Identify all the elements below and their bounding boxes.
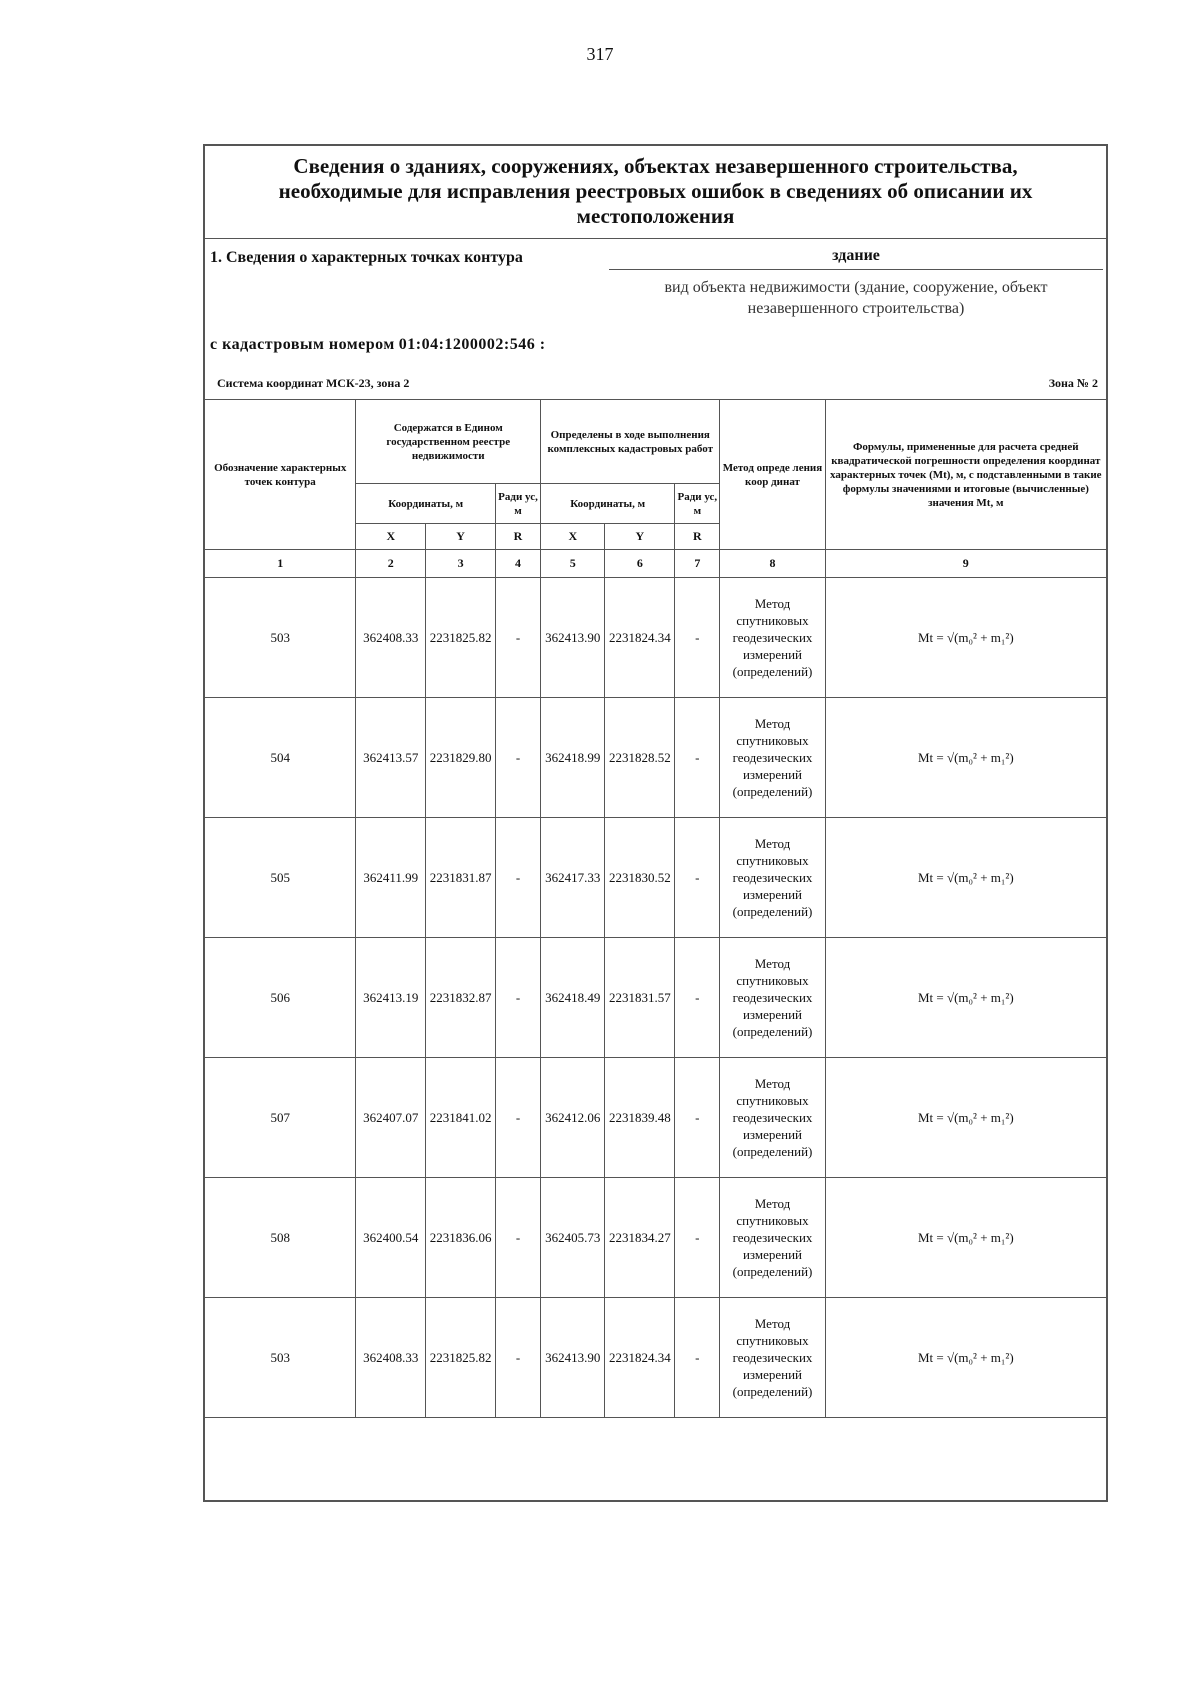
method-cell: Метод спутниковых геодезических измерений (определений) xyxy=(720,698,825,818)
complex-radius-cell: - xyxy=(675,1058,720,1178)
complex-y-cell: 2231839.48 xyxy=(605,1058,675,1178)
column-number: 8 xyxy=(720,550,825,578)
egrn-radius-cell: - xyxy=(495,1178,540,1298)
complex-radius-cell: - xyxy=(675,1178,720,1298)
complex-y-cell: 2231830.52 xyxy=(605,818,675,938)
complex-x-cell: 362405.73 xyxy=(541,1178,605,1298)
empty-footer-row xyxy=(205,1418,1107,1486)
document-frame xyxy=(203,144,1108,1502)
formula-cell: Mt = √(m₀² + m₁²) xyxy=(825,1298,1106,1418)
complex-radius-cell: - xyxy=(675,698,720,818)
point-designation-cell: 504 xyxy=(205,698,356,818)
header-y-egrn: Y xyxy=(426,524,496,550)
cadastral-prefix: с кадастровым номером xyxy=(210,336,395,353)
document-title xyxy=(205,146,1106,239)
column-number: 1 xyxy=(205,550,356,578)
header-formulas: Формулы, примененные для расчета средней квадратической погрешности определения координат характерных точек (Mt), м, с подставленными в такие формулы значениями и итоговые (вычисленные) значения Mt, м xyxy=(825,400,1106,550)
column-number: 5 xyxy=(541,550,605,578)
header-r-complex: R xyxy=(675,524,720,550)
column-number: 7 xyxy=(675,550,720,578)
title-line-1: Сведения о зданиях, сооружениях, объектах незавершенного строительства, xyxy=(293,154,1018,178)
egrn-y-cell: 2231836.06 xyxy=(426,1178,496,1298)
egrn-y-cell: 2231832.87 xyxy=(426,938,496,1058)
egrn-y-cell: 2231829.80 xyxy=(426,698,496,818)
complex-y-cell: 2231828.52 xyxy=(605,698,675,818)
column-number-row xyxy=(205,550,1107,578)
formula-cell: Mt = √(m₀² + m₁²) xyxy=(825,818,1106,938)
egrn-radius-cell: - xyxy=(495,818,540,938)
header-x-egrn: X xyxy=(356,524,426,550)
complex-x-cell: 362413.90 xyxy=(541,578,605,698)
cadastral-number: 01:04:1200002:546 : xyxy=(398,336,546,353)
egrn-y-cell: 2231831.87 xyxy=(426,818,496,938)
egrn-y-cell: 2231841.02 xyxy=(426,1058,496,1178)
page-number: 317 xyxy=(586,44,614,64)
egrn-x-cell: 362407.07 xyxy=(356,1058,426,1178)
egrn-x-cell: 362413.57 xyxy=(356,698,426,818)
table-row xyxy=(205,1178,1107,1298)
point-designation-cell: 505 xyxy=(205,818,356,938)
column-number: 6 xyxy=(605,550,675,578)
coordinate-system: Система координат МСК-23, зона 2 xyxy=(217,376,410,390)
complex-x-cell: 362417.33 xyxy=(541,818,605,938)
egrn-radius-cell: - xyxy=(495,698,540,818)
column-number: 4 xyxy=(495,550,540,578)
table-row xyxy=(205,698,1107,818)
formula-cell: Mt = √(m₀² + m₁²) xyxy=(825,698,1106,818)
point-designation-cell: 508 xyxy=(205,1178,356,1298)
header-point-designation: Обозначение характерных точек контура xyxy=(205,400,356,550)
table-row xyxy=(205,818,1107,938)
point-designation-cell: 506 xyxy=(205,938,356,1058)
section-1-label: 1. Сведения о характерных точках контура xyxy=(210,249,523,266)
formula-cell: Mt = √(m₀² + m₁²) xyxy=(825,578,1106,698)
cadastral-line xyxy=(210,336,546,354)
point-designation-cell: 507 xyxy=(205,1058,356,1178)
method-cell: Метод спутниковых геодезических измерений (определений) xyxy=(720,938,825,1058)
complex-radius-cell: - xyxy=(675,818,720,938)
header-x-complex: X xyxy=(541,524,605,550)
zone-label: Зона № 2 xyxy=(1048,376,1098,390)
header-coords-egrn: Координаты, м xyxy=(356,484,496,524)
object-type: здание xyxy=(609,247,1103,270)
complex-x-cell: 362418.49 xyxy=(541,938,605,1058)
point-designation-cell: 503 xyxy=(205,1298,356,1418)
complex-radius-cell: - xyxy=(675,578,720,698)
column-number: 9 xyxy=(825,550,1106,578)
column-number: 2 xyxy=(356,550,426,578)
complex-y-cell: 2231831.57 xyxy=(605,938,675,1058)
complex-radius-cell: - xyxy=(675,938,720,1058)
complex-x-cell: 362418.99 xyxy=(541,698,605,818)
method-cell: Метод спутниковых геодезических измерений (определений) xyxy=(720,818,825,938)
egrn-radius-cell: - xyxy=(495,578,540,698)
header-r-egrn: R xyxy=(495,524,540,550)
table-row xyxy=(205,1058,1107,1178)
method-cell: Метод спутниковых геодезических измерений (определений) xyxy=(720,1298,825,1418)
header-egrn: Содержатся в Едином государственном реестре недвижимости xyxy=(356,400,541,484)
complex-y-cell: 2231834.27 xyxy=(605,1178,675,1298)
table-row xyxy=(205,578,1107,698)
formula-cell: Mt = √(m₀² + m₁²) xyxy=(825,1178,1106,1298)
egrn-radius-cell: - xyxy=(495,938,540,1058)
object-type-note: вид объекта недвижимости (здание, сооружение, объект незавершенного строительства) xyxy=(664,279,1048,317)
header-complex-works: Определены в ходе выполнения комплексных кадастровых работ xyxy=(541,400,720,484)
point-designation-cell: 503 xyxy=(205,578,356,698)
title-line-2: необходимые для исправления реестровых ошибок в сведениях об описании их xyxy=(278,179,1033,203)
method-cell: Метод спутниковых геодезических измерений (определений) xyxy=(720,1058,825,1178)
complex-y-cell: 2231824.34 xyxy=(605,578,675,698)
egrn-x-cell: 362400.54 xyxy=(356,1178,426,1298)
empty-footer-cell xyxy=(205,1418,1107,1486)
complex-x-cell: 362412.06 xyxy=(541,1058,605,1178)
method-cell: Метод спутниковых геодезических измерений (определений) xyxy=(720,578,825,698)
header-y-complex: Y xyxy=(605,524,675,550)
header-method: Метод опреде ления коор динат xyxy=(720,400,825,550)
egrn-x-cell: 362411.99 xyxy=(356,818,426,938)
formula-cell: Mt = √(m₀² + m₁²) xyxy=(825,938,1106,1058)
table-row xyxy=(205,1298,1107,1418)
egrn-x-cell: 362413.19 xyxy=(356,938,426,1058)
header-coords-complex: Координаты, м xyxy=(541,484,675,524)
title-line-3: местоположения xyxy=(576,204,735,228)
column-number: 3 xyxy=(426,550,496,578)
egrn-x-cell: 362408.33 xyxy=(356,578,426,698)
complex-y-cell: 2231824.34 xyxy=(605,1298,675,1418)
method-cell: Метод спутниковых геодезических измерений (определений) xyxy=(720,1178,825,1298)
header-radius-egrn: Ради ус, м xyxy=(495,484,540,524)
egrn-radius-cell: - xyxy=(495,1058,540,1178)
egrn-x-cell: 362408.33 xyxy=(356,1298,426,1418)
points-table xyxy=(204,399,1107,1486)
complex-radius-cell: - xyxy=(675,1298,720,1418)
egrn-y-cell: 2231825.82 xyxy=(426,578,496,698)
complex-x-cell: 362413.90 xyxy=(541,1298,605,1418)
header-radius-complex: Ради ус, м xyxy=(675,484,720,524)
egrn-radius-cell: - xyxy=(495,1298,540,1418)
table-row xyxy=(205,938,1107,1058)
egrn-y-cell: 2231825.82 xyxy=(426,1298,496,1418)
formula-cell: Mt = √(m₀² + m₁²) xyxy=(825,1058,1106,1178)
